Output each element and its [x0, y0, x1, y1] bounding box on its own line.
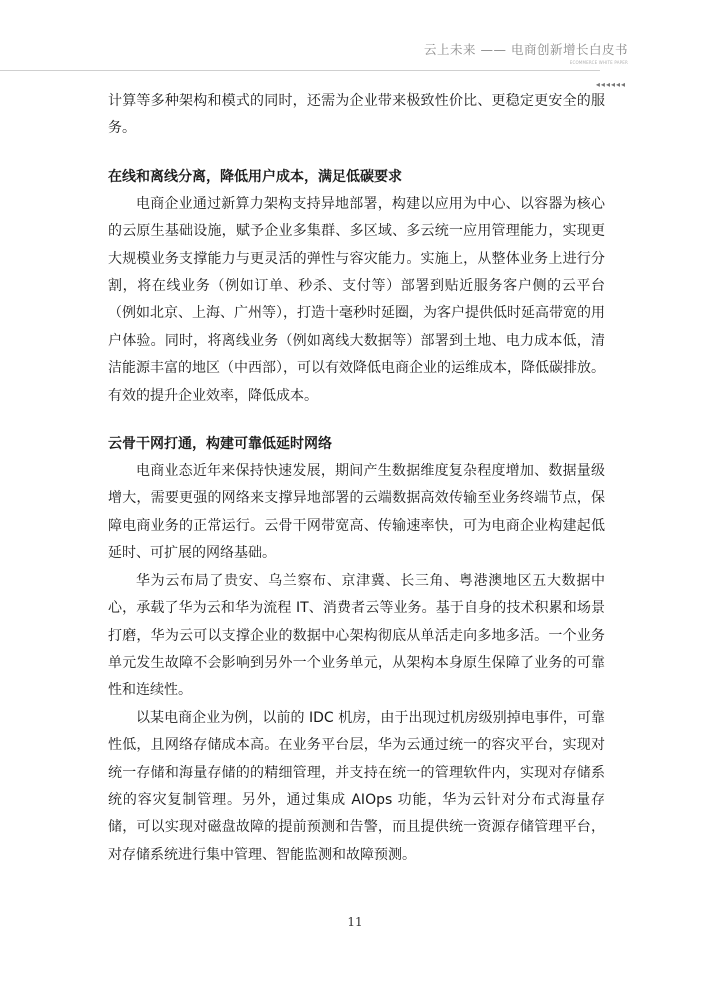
header-title: 云上未来 —— 电商创新增长白皮书	[424, 42, 628, 57]
body-paragraph: 以某电商企业为例，以前的 IDC 机房，由于出现过机房级别掉电事件，可靠性低，且网络存储成本高。在业务平台层，华为云通过统一的容灾平台，实现对统一存储和海量存储的的精细管理，并支持在统一的管理软件内，实现对存储系统的容灾复制管理。另外，通过集成 AIOps 功能，华为云针对分布式海量存储，可以实现对磁盘故障的提前预测和告警，而且提供统一资源存储管理平台，对存储系统进行集中管理、智能监测和故障预测。	[108, 709, 605, 863]
header-arrows-icon: ◂◂◂◂◂◂	[595, 80, 626, 89]
page-number: 11	[347, 915, 363, 929]
page-header	[0, 0, 710, 89]
body-paragraph: 电商业态近年来保持快速发展，期间产生数据维度复杂程度增加、数据量级增大，需要更强的网络来支撑异地部署的云端数据高效传输至业务终端节点，保障电商业务的正常运行。云骨干网带宽高、传输速率快，可为电商企业构建起低延时、可扩展的网络基础。	[108, 463, 605, 562]
document-body	[108, 88, 605, 869]
body-paragraph: 华为云布局了贵安、乌兰察布、京津冀、长三角、粤港澳地区五大数据中心，承载了华为云和华为流程 IT、消费者云等业务。基于自身的技术积累和场景打磨，华为云可以支撑企业的数据中心架构彻底从单活走向多地多活。一个业务单元发生故障不会影响到另外一个业务单元，从架构本身原生保障了业务的可靠性和连续性。	[108, 572, 605, 699]
header-subtitle: ECOMMERCE WHITE PAPER	[569, 60, 628, 65]
section-heading: 云骨干网打通，构建可靠低延时网络	[108, 436, 332, 453]
body-paragraph: 计算等多种架构和模式的同时，还需为企业带来极致性价比、更稳定更安全的服务。	[108, 93, 605, 137]
body-paragraph: 电商企业通过新算力架构支持异地部署，构建以应用为中心、以容器为核心的云原生基础设施，赋予企业多集群、多区域、多云统一应用管理能力，实现更大规模业务支撑能力与更灵活的弹性与容灾能力。实施上，从整体业务上进行分割，将在线业务（例如订单、秒杀、支付等）部署到贴近服务客户侧的云平台（例如北京、上海、广州等），打造十毫秒时延圈，为客户提供低时延高带宽的用户体验。同时，将离线业务（例如离线大数据等）部署到土地、电力成本低，清洁能源丰富的地区（中西部），可以有效降低电商企业的运维成本，降低碳排放。有效的提升企业效率，降低成本。	[108, 195, 605, 404]
section-heading: 在线和离线分离，降低用户成本，满足低碳要求	[108, 168, 402, 185]
header-divider	[0, 70, 600, 71]
